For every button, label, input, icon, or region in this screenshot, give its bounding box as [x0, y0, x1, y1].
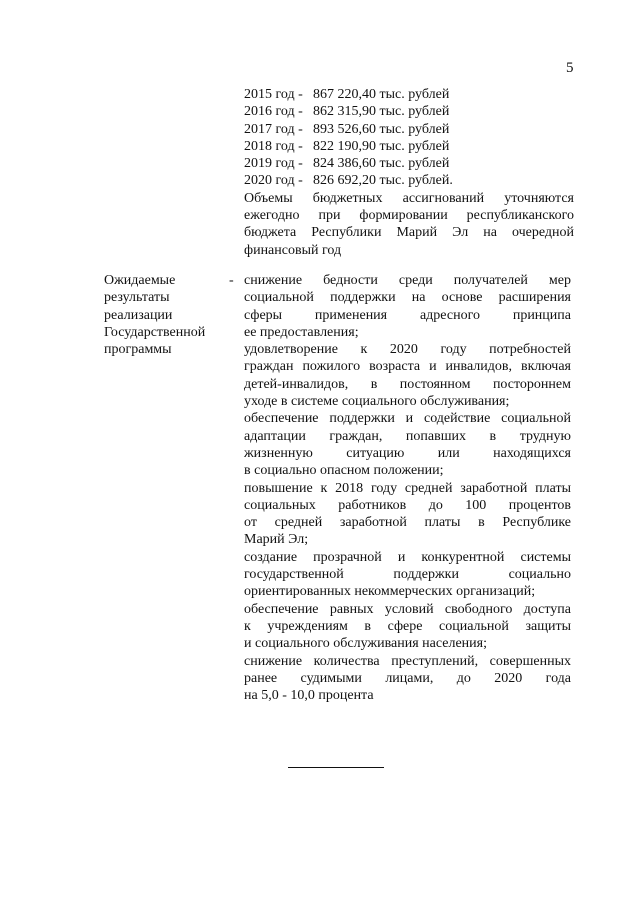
- results-label-line: результаты: [104, 290, 170, 306]
- results-line: снижение бедности среди получателей мер: [244, 273, 571, 288]
- results-line: ее предоставления;: [244, 324, 359, 340]
- results-label-line: программы: [104, 342, 172, 358]
- results-line: социальных работников до 100 процентов: [244, 497, 571, 513]
- funding-year: 2016 год -: [244, 104, 303, 120]
- funding-row: [244, 121, 574, 138]
- funding-row: [244, 155, 574, 172]
- results-dash: -: [229, 273, 234, 288]
- funding-amount: 867 220,40 тыс. рублей: [313, 87, 450, 102]
- funding-year: 2018 год -: [244, 138, 303, 154]
- results-line: на 5,0 - 10,0 процента: [244, 688, 374, 704]
- funding-amount: 862 315,90 тыс. рублей: [313, 104, 450, 120]
- results-line: удовлетворение к 2020 году потребностей: [244, 342, 571, 358]
- results-line: от средней заработной платы в Республике: [244, 515, 571, 531]
- results-line: Марий Эл;: [244, 532, 309, 548]
- results-line: повышение к 2018 году средней заработной платы: [244, 480, 571, 496]
- funding-row: [244, 138, 574, 155]
- results-label: [104, 272, 224, 358]
- funding-year: 2020 год -: [244, 173, 303, 189]
- bottom-divider: [288, 767, 384, 768]
- results-line: жизненную ситуацию или находящихся: [244, 445, 571, 461]
- funding-amount: 824 386,60 тыс. рублей: [313, 156, 450, 172]
- funding-row: [244, 103, 574, 120]
- results-line: детей-инвалидов, в постоянном постороннем: [244, 376, 571, 392]
- funding-note-line: Объемы бюджетных ассигнований уточняются: [244, 190, 574, 206]
- results-text: [244, 272, 571, 704]
- funding-year: 2019 год -: [244, 156, 303, 172]
- results-line: обеспечение равных условий свободного доступа: [244, 601, 571, 617]
- funding-row: [244, 86, 574, 103]
- funding-note-line: финансовый год: [244, 242, 342, 258]
- results-line: снижение количества преступлений, совершенных: [244, 653, 571, 669]
- results-line: государственной поддержки социально: [244, 567, 571, 583]
- funding-year: 2017 год -: [244, 121, 303, 137]
- funding-note-line: бюджета Республики Марий Эл на очередной: [244, 225, 574, 241]
- results-line: обеспечение поддержки и содействие социальной: [244, 411, 571, 427]
- funding-year: 2015 год -: [244, 87, 303, 102]
- results-line: адаптации граждан, попавших в трудную: [244, 428, 571, 444]
- results-line: к учреждениям в сфере социальной защиты: [244, 618, 571, 634]
- results-line: ориентированных некоммерческих организаций;: [244, 584, 536, 600]
- funding-row: [244, 172, 574, 189]
- results-line: сферы применения адресного принципа: [244, 307, 571, 323]
- funding-amount: 822 190,90 тыс. рублей: [313, 138, 450, 154]
- results-line: уходе в системе социального обслуживания;: [244, 394, 510, 410]
- results-label-line: Ожидаемые: [104, 273, 176, 288]
- results-line: и социального обслуживания населения;: [244, 636, 487, 652]
- results-label-line: Государственной: [104, 324, 206, 340]
- results-line: создание прозрачной и конкурентной системы: [244, 549, 571, 565]
- results-line: в социально опасном положении;: [244, 463, 444, 479]
- funding-note-line: ежегодно при формировании республиканского: [244, 208, 574, 224]
- results-line: ранее судимыми лицами, до 2020 года: [244, 670, 571, 686]
- results-line: граждан пожилого возраста и инвалидов, включая: [244, 359, 571, 375]
- funding-block: [244, 86, 574, 259]
- results-label-line: реализации: [104, 307, 173, 323]
- funding-amount: 826 692,20 тыс. рублей.: [313, 173, 453, 189]
- page-number: 5: [566, 60, 574, 76]
- funding-amount: 893 526,60 тыс. рублей: [313, 121, 450, 137]
- results-line: социальной поддержки на основе расширения: [244, 290, 571, 306]
- funding-note: [244, 190, 574, 259]
